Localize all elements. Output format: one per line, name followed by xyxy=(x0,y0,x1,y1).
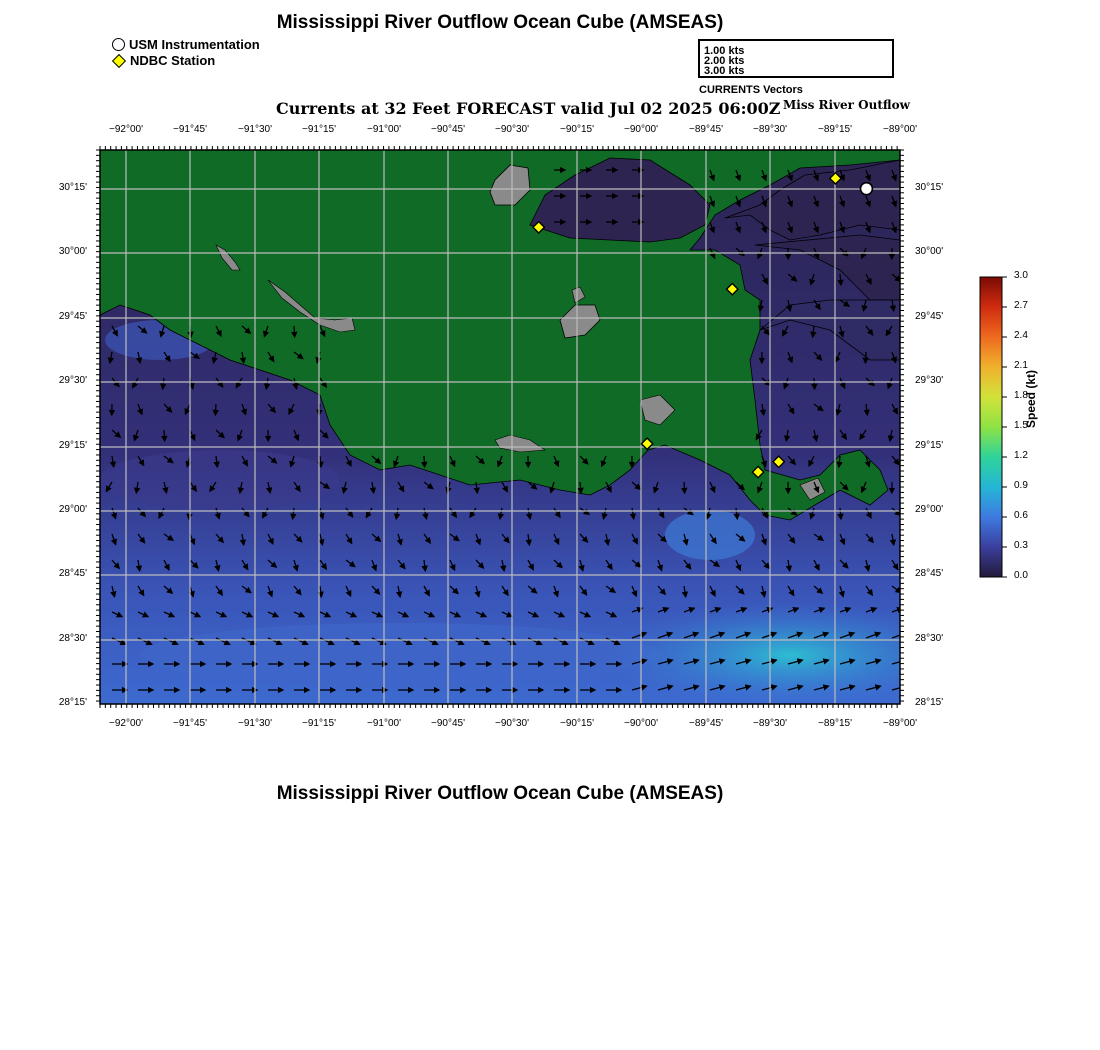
vector-legend-box xyxy=(698,39,894,78)
colorbar-tick-label: 2.7 xyxy=(1014,300,1028,311)
map-subtitle: Currents at 32 Feet FORECAST valid Jul 02 2025 06:00Z xyxy=(276,99,781,118)
current-vector-arrow xyxy=(294,326,295,337)
region-label: Miss River Outflow xyxy=(783,98,910,112)
lat-tick-label: 28°30' xyxy=(58,633,87,644)
lat-tick-label: 29°00' xyxy=(58,504,87,515)
lon-tick-label: −89°45' xyxy=(689,718,723,729)
lon-tick-label: −91°15' xyxy=(302,718,336,729)
colorbar xyxy=(980,277,1002,577)
colorbar-tick-label: 3.0 xyxy=(1014,270,1028,281)
lat-tick-label: 28°45' xyxy=(915,568,944,579)
lon-tick-label: −91°30' xyxy=(238,718,272,729)
lon-tick-label: −90°15' xyxy=(560,124,594,135)
lon-tick-label: −89°15' xyxy=(818,718,852,729)
lat-tick-label: 29°00' xyxy=(915,504,944,515)
usm-instrument-marker xyxy=(860,183,872,195)
lat-tick-label: 29°30' xyxy=(58,375,87,386)
lon-tick-label: −90°30' xyxy=(495,718,529,729)
legend-usm-label: USM Instrumentation xyxy=(129,37,260,52)
lon-tick-label: −91°45' xyxy=(173,124,207,135)
lon-tick-label: −90°45' xyxy=(431,124,465,135)
lon-tick-label: −92°00' xyxy=(109,124,143,135)
lon-tick-label: −89°30' xyxy=(753,718,787,729)
legend-ndbc-label: NDBC Station xyxy=(130,53,216,68)
vector-legend-caption: CURRENTS Vectors xyxy=(699,84,803,96)
faster-current-band xyxy=(140,623,660,687)
current-vector-arrow xyxy=(215,404,216,415)
colorbar-tick-label: 1.8 xyxy=(1014,390,1028,401)
lat-tick-label: 30°00' xyxy=(915,246,944,257)
lon-tick-label: −89°00' xyxy=(883,718,917,729)
colorbar-tick-label: 0.9 xyxy=(1014,480,1028,491)
diamond-marker-icon xyxy=(112,53,126,67)
lat-tick-label: 30°15' xyxy=(58,182,87,193)
lon-tick-label: −89°30' xyxy=(753,124,787,135)
lon-tick-label: −90°45' xyxy=(431,718,465,729)
vector-legend-row: 2.00 kts xyxy=(704,55,745,67)
lon-tick-label: −91°30' xyxy=(238,124,272,135)
colorbar-ticks xyxy=(1002,277,1007,577)
lon-tick-label: −89°00' xyxy=(883,124,917,135)
lon-tick-label: −89°15' xyxy=(818,124,852,135)
lon-tick-label: −90°15' xyxy=(560,718,594,729)
circle-marker-icon xyxy=(112,38,125,51)
colorbar-title: Speed (kt) xyxy=(1024,369,1038,428)
vector-legend-row: 1.00 kts xyxy=(704,45,745,57)
lon-tick-label: −91°45' xyxy=(173,718,207,729)
legend-usm xyxy=(112,37,260,52)
lat-tick-label: 30°15' xyxy=(915,182,944,193)
lat-tick-label: 28°15' xyxy=(58,697,87,708)
lat-tick-label: 28°15' xyxy=(915,697,944,708)
lon-tick-label: −90°00' xyxy=(624,718,658,729)
current-vector-arrow xyxy=(814,378,815,389)
current-vector-arrow xyxy=(865,352,866,363)
figure-title: Mississippi River Outflow Ocean Cube (AMSEAS) xyxy=(276,12,724,33)
lat-tick-label: 28°45' xyxy=(58,568,87,579)
lat-tick-label: 29°45' xyxy=(915,311,944,322)
lon-tick-label: −90°00' xyxy=(624,124,658,135)
current-vector-arrow xyxy=(684,482,685,493)
lon-tick-label: −92°00' xyxy=(109,718,143,729)
colorbar-tick-label: 1.5 xyxy=(1014,420,1028,431)
legend-ndbc xyxy=(112,53,215,68)
lat-tick-label: 29°45' xyxy=(58,311,87,322)
colorbar-tick-label: 2.1 xyxy=(1014,360,1028,371)
map-area xyxy=(100,150,980,710)
colorbar-tick-label: 2.4 xyxy=(1014,330,1028,341)
colorbar-tick-label: 0.3 xyxy=(1014,540,1028,551)
colorbar-tick-label: 1.2 xyxy=(1014,450,1028,461)
lon-tick-label: −91°15' xyxy=(302,124,336,135)
current-vector-arrow xyxy=(424,456,425,467)
fast-current-zone xyxy=(600,600,980,710)
colorbar-tick-label: 0.0 xyxy=(1014,570,1028,581)
lat-tick-label: 28°30' xyxy=(915,633,944,644)
lon-tick-label: −89°45' xyxy=(689,124,723,135)
lat-tick-label: 29°30' xyxy=(915,375,944,386)
lat-tick-label: 29°15' xyxy=(915,440,944,451)
figure-title-repeat: Mississippi River Outflow Ocean Cube (AMSEAS) xyxy=(276,783,724,804)
coastal-current xyxy=(100,450,340,510)
vector-legend-row: 3.00 kts xyxy=(704,65,745,77)
current-vector-arrow xyxy=(164,430,165,441)
lon-tick-label: −91°00' xyxy=(367,124,401,135)
colorbar-tick-label: 0.6 xyxy=(1014,510,1028,521)
lat-tick-label: 29°15' xyxy=(58,440,87,451)
lat-tick-label: 30°00' xyxy=(58,246,87,257)
lon-tick-label: −90°30' xyxy=(495,124,529,135)
lon-tick-label: −91°00' xyxy=(367,718,401,729)
